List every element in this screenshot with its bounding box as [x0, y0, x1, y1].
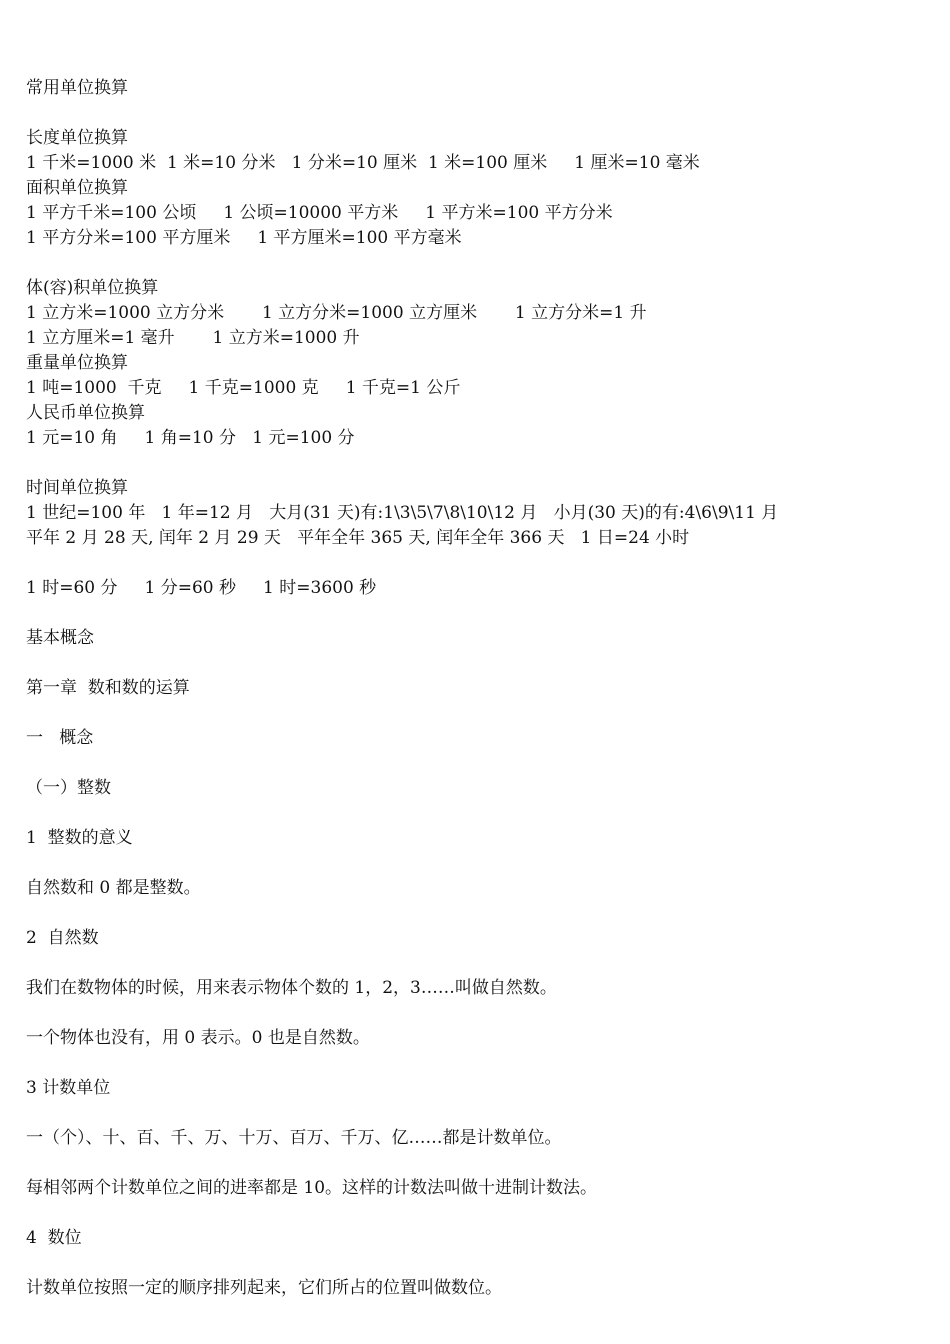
time-line-2: 平年 2 月 28 天, 闰年 2 月 29 天 平年全年 365 天, 闰年全年 366 天 1 日=24 小时 — [26, 528, 690, 548]
spacer — [26, 251, 926, 276]
item-title: 2 自然数 — [26, 928, 99, 948]
spacer — [26, 1151, 926, 1176]
item-title: 1 整数的意义 — [26, 828, 133, 848]
spacer — [26, 1251, 926, 1276]
item-text: 一个物体也没有，用 0 表示。0 也是自然数。 — [26, 1028, 370, 1048]
weight-heading: 重量单位换算 — [26, 353, 128, 373]
section-title: 一 概念 — [26, 728, 94, 748]
volume-heading: 体(容)积单位换算 — [26, 278, 159, 298]
item-text: 一（个）、十、百、千、万、十万、百万、千万、亿……都是计数单位。 — [26, 1128, 562, 1148]
area-heading: 面积单位换算 — [26, 178, 128, 198]
time-line-3: 1 时=60 分 1 分=60 秒 1 时=3600 秒 — [26, 578, 377, 598]
spacer — [26, 101, 926, 126]
spacer — [26, 1201, 926, 1226]
item-text: 计数单位按照一定的顺序排列起来，它们所占的位置叫做数位。 — [26, 1278, 502, 1298]
spacer — [26, 751, 926, 776]
spacer — [26, 701, 926, 726]
time-heading: 时间单位换算 — [26, 478, 128, 498]
item-text: 每相邻两个计数单位之间的进率都是 10。这样的计数法叫做十进制计数法。 — [26, 1178, 598, 1198]
length-heading: 长度单位换算 — [26, 128, 128, 148]
time-line-1: 1 世纪=100 年 1 年=12 月 大月(31 天)有:1\3\5\7\8\10\12 月 小月(30 天)的有:4\6\9\11 月 — [26, 503, 779, 523]
item-text: 自然数和 0 都是整数。 — [26, 878, 201, 898]
spacer — [26, 1051, 926, 1076]
area-line-1: 1 平方千米=100 公顷 1 公顷=10000 平方米 1 平方米=100 平方分米 — [26, 203, 613, 223]
spacer — [26, 901, 926, 926]
spacer — [26, 1101, 926, 1126]
units-title: 常用单位换算 — [26, 78, 128, 98]
spacer — [26, 801, 926, 826]
spacer — [26, 951, 926, 976]
chapter-title: 第一章 数和数的运算 — [26, 678, 190, 698]
area-line-2: 1 平方分米=100 平方厘米 1 平方厘米=100 平方毫米 — [26, 228, 462, 248]
spacer — [26, 651, 926, 676]
item-text: 我们在数物体的时候，用来表示物体个数的 1，2，3……叫做自然数。 — [26, 978, 557, 998]
document-page — [26, 76, 926, 1301]
volume-line-2: 1 立方厘米=1 毫升 1 立方米=1000 升 — [26, 328, 360, 348]
item-title: 3 计数单位 — [26, 1078, 111, 1098]
spacer — [26, 451, 926, 476]
money-heading: 人民币单位换算 — [26, 403, 145, 423]
item-title: 4 数位 — [26, 1228, 82, 1248]
spacer — [26, 1001, 926, 1026]
weight-line-1: 1 吨=1000 千克 1 千克=1000 克 1 千克=1 公斤 — [26, 378, 461, 398]
length-line-1: 1 千米=1000 米 1 米=10 分米 1 分米=10 厘米 1 米=100 厘米 1 厘米=10 毫米 — [26, 153, 700, 173]
spacer — [26, 601, 926, 626]
subsection-title: （一）整数 — [26, 778, 111, 798]
money-line-1: 1 元=10 角 1 角=10 分 1 元=100 分 — [26, 428, 355, 448]
spacer — [26, 551, 926, 576]
spacer — [26, 851, 926, 876]
concepts-heading: 基本概念 — [26, 628, 94, 648]
volume-line-1: 1 立方米=1000 立方分米 1 立方分米=1000 立方厘米 1 立方分米=1 升 — [26, 303, 647, 323]
